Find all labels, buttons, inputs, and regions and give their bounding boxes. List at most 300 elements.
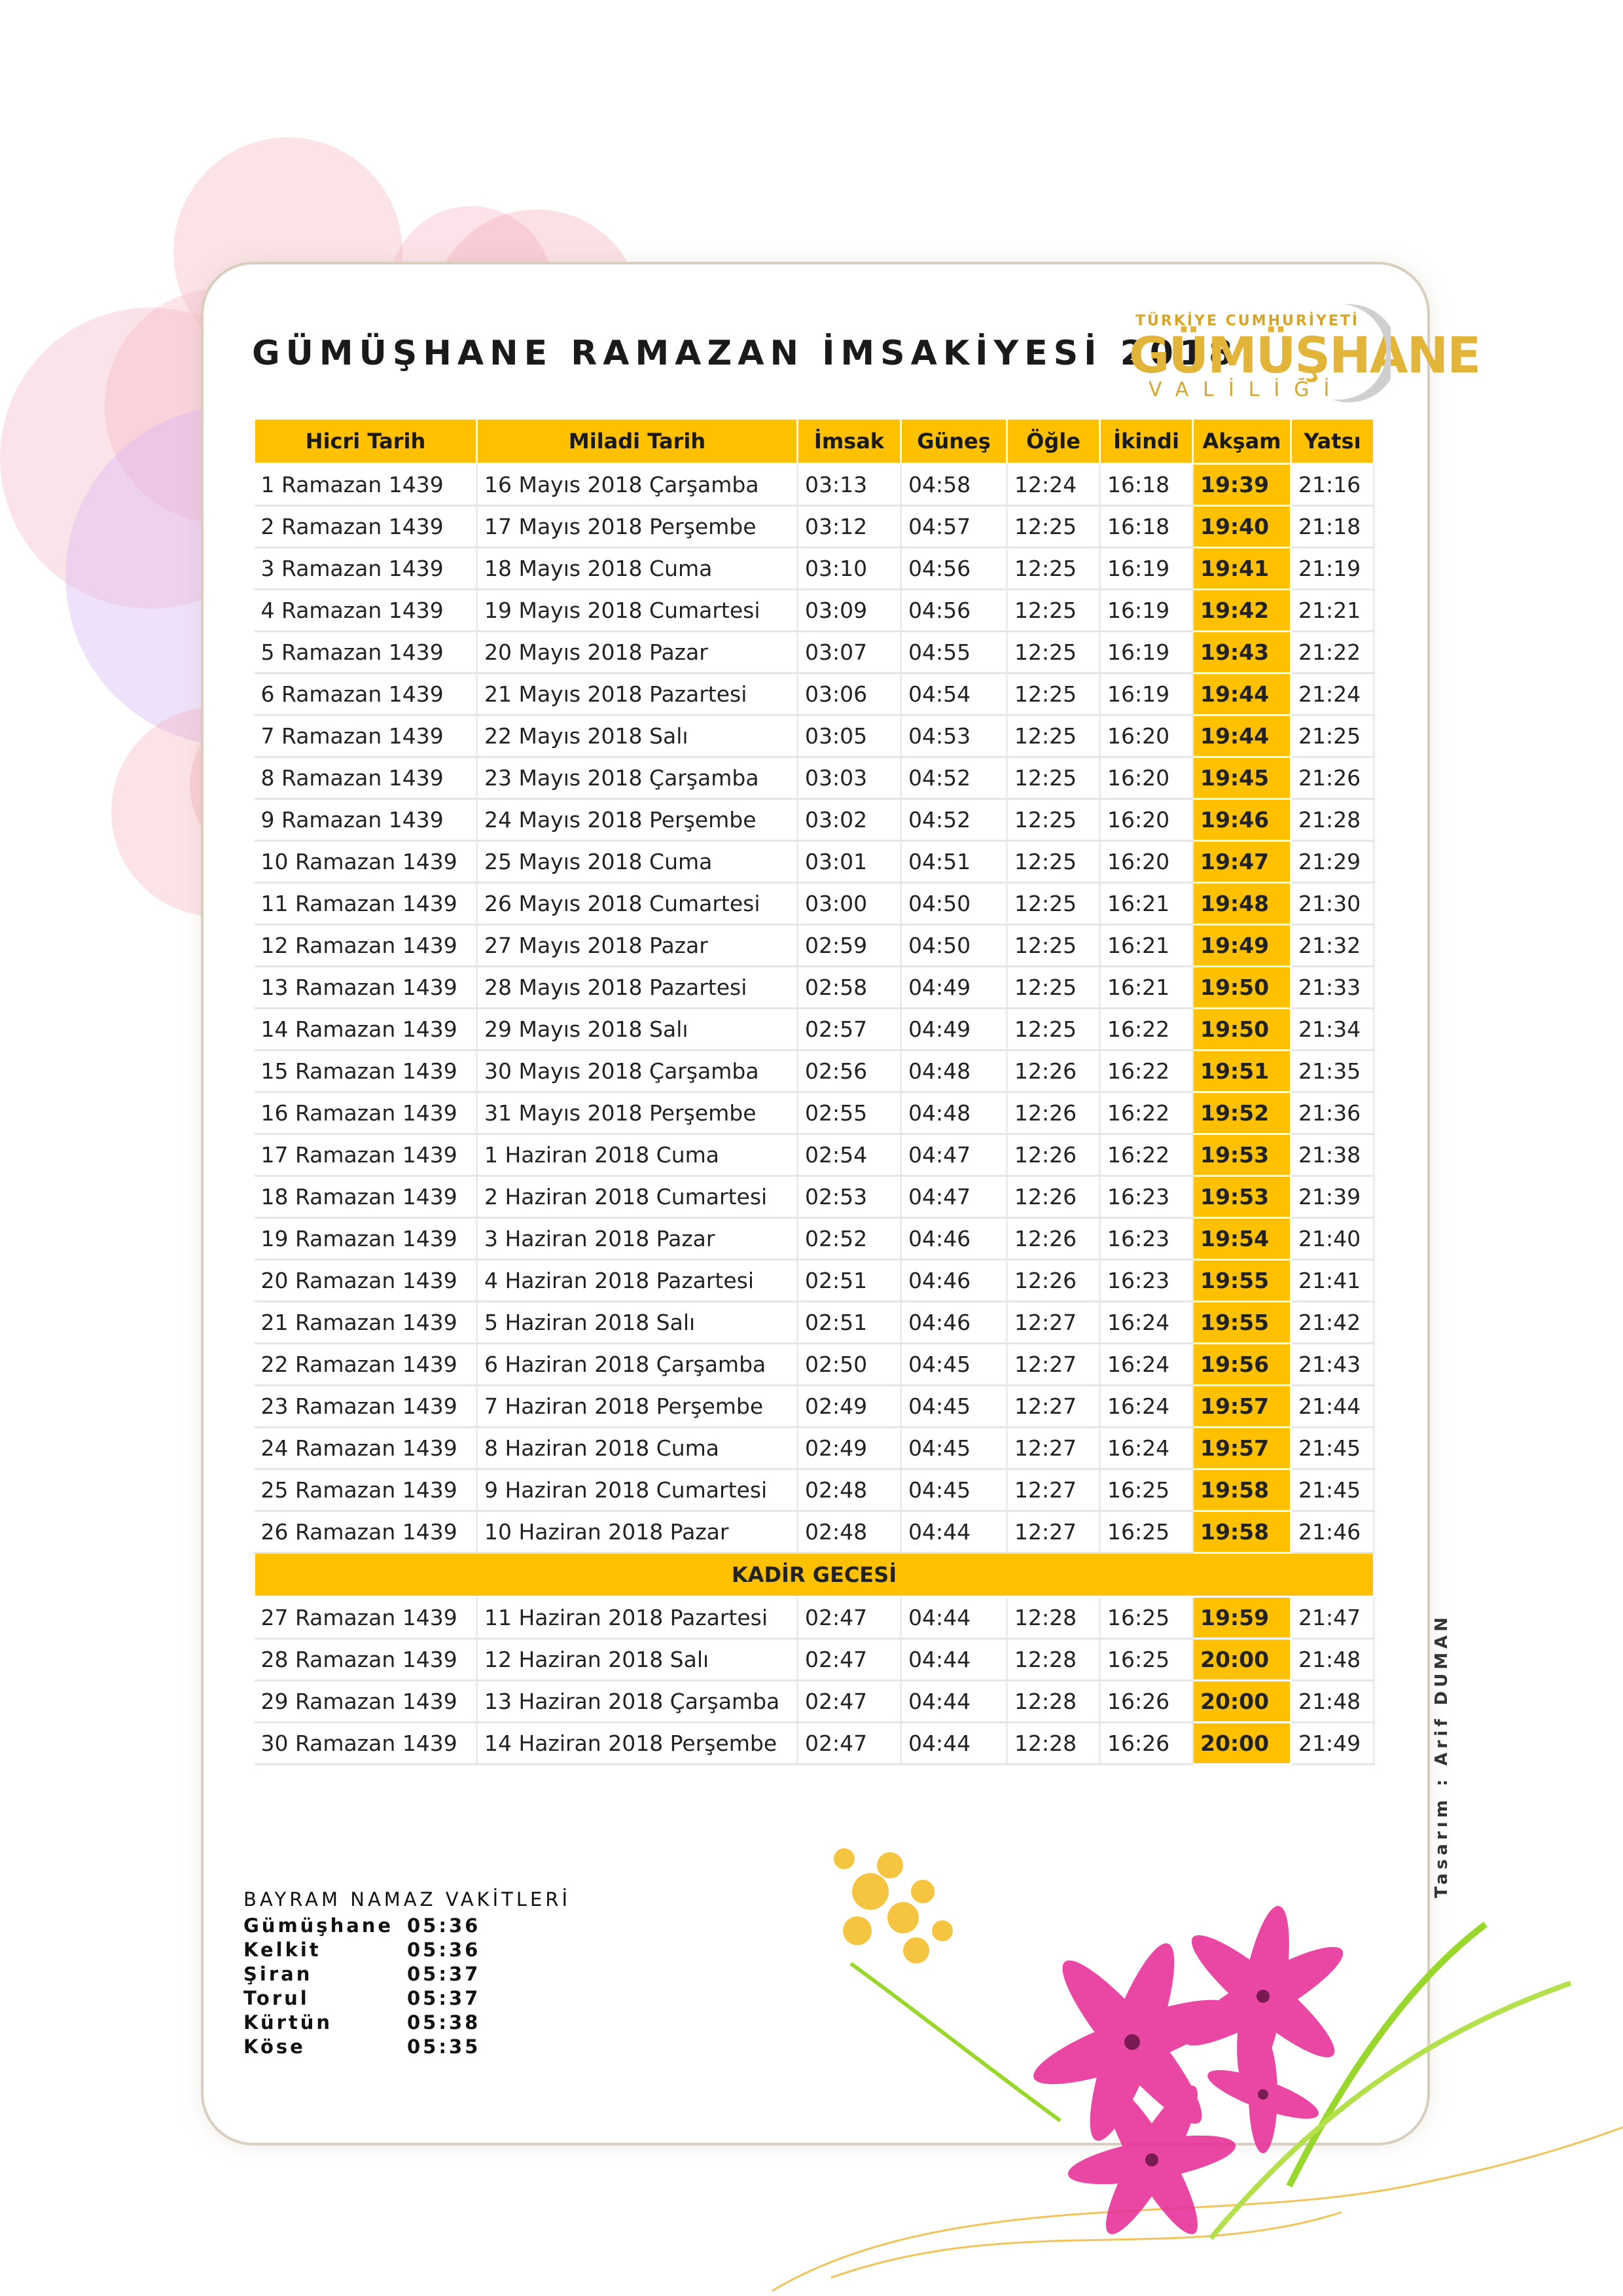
cell-aksam: 19:44 [1193,715,1291,757]
cell-imsak: 03:13 [798,464,901,506]
cell-imsak: 03:02 [798,799,901,841]
cell-ikindi: 16:19 [1100,632,1193,673]
cell-yatsi: 21:42 [1291,1302,1374,1344]
cell-miladi: 25 Mayıs 2018 Cuma [477,841,798,883]
bayram-item [243,2010,571,2034]
cell-hicri: 24 Ramazan 1439 [255,1427,477,1469]
cell-miladi: 1 Haziran 2018 Cuma [477,1134,798,1176]
cell-gunes: 04:55 [901,632,1007,673]
cell-imsak: 02:58 [798,967,901,1009]
cell-imsak: 02:48 [798,1511,901,1553]
cell-imsak: 02:54 [798,1134,901,1176]
cell-aksam: 19:59 [1193,1597,1291,1639]
cell-ogle: 12:25 [1007,632,1100,673]
logo-line-2: GÜMÜŞHANE [1129,326,1480,384]
cell-imsak: 03:06 [798,673,901,715]
cell-ikindi: 16:24 [1100,1344,1193,1386]
cell-gunes: 04:45 [901,1344,1007,1386]
cell-ikindi: 16:25 [1100,1469,1193,1511]
cell-yatsi: 21:40 [1291,1218,1374,1260]
col-gunes: Güneş [901,419,1007,464]
cell-ogle: 12:26 [1007,1218,1100,1260]
cell-imsak: 02:53 [798,1176,901,1218]
cell-hicri: 22 Ramazan 1439 [255,1344,477,1386]
cell-ogle: 12:26 [1007,1176,1100,1218]
cell-imsak: 02:50 [798,1344,901,1386]
cell-aksam: 19:49 [1193,925,1291,967]
cell-yatsi: 21:45 [1291,1427,1374,1469]
cell-hicri: 10 Ramazan 1439 [255,841,477,883]
bayram-namaz-vakitleri [243,1888,571,2058]
cell-yatsi: 21:32 [1291,925,1374,967]
cell-miladi: 20 Mayıs 2018 Pazar [477,632,798,673]
cell-yatsi: 21:47 [1291,1597,1374,1639]
table-row [255,464,1374,506]
cell-miladi: 13 Haziran 2018 Çarşamba [477,1681,798,1723]
cell-imsak: 03:07 [798,632,901,673]
bayram-item [243,1913,571,1937]
table-header-row [255,419,1374,464]
cell-ogle: 12:25 [1007,548,1100,590]
cell-gunes: 04:45 [901,1386,1007,1427]
bayram-time: 05:35 [407,2035,481,2058]
col-miladi: Miladi Tarih [477,419,798,464]
cell-imsak: 03:12 [798,506,901,548]
bayram-time: 05:37 [407,1986,481,2009]
cell-aksam: 19:52 [1193,1092,1291,1134]
cell-miladi: 16 Mayıs 2018 Çarşamba [477,464,798,506]
cell-hicri: 18 Ramazan 1439 [255,1176,477,1218]
table-row [255,506,1374,548]
cell-gunes: 04:44 [901,1639,1007,1681]
col-ogle: Öğle [1007,419,1100,464]
cell-aksam: 19:50 [1193,1009,1291,1050]
table-row [255,1511,1374,1553]
cell-ogle: 12:27 [1007,1511,1100,1553]
cell-yatsi: 21:45 [1291,1469,1374,1511]
table-row [255,799,1374,841]
cell-ikindi: 16:21 [1100,925,1193,967]
col-aksam: Akşam [1193,419,1291,464]
cell-yatsi: 21:49 [1291,1723,1374,1765]
cell-miladi: 27 Mayıs 2018 Pazar [477,925,798,967]
cell-yatsi: 21:21 [1291,590,1374,632]
cell-ikindi: 16:24 [1100,1427,1193,1469]
cell-gunes: 04:46 [901,1218,1007,1260]
cell-hicri: 30 Ramazan 1439 [255,1723,477,1765]
cell-miladi: 24 Mayıs 2018 Perşembe [477,799,798,841]
cell-ikindi: 16:19 [1100,673,1193,715]
cell-hicri: 2 Ramazan 1439 [255,506,477,548]
cell-aksam: 19:58 [1193,1469,1291,1511]
cell-hicri: 15 Ramazan 1439 [255,1050,477,1092]
table-row [255,1386,1374,1427]
table-row [255,841,1374,883]
cell-ikindi: 16:18 [1100,506,1193,548]
cell-ogle: 12:27 [1007,1469,1100,1511]
cell-gunes: 04:45 [901,1469,1007,1511]
cell-yatsi: 21:41 [1291,1260,1374,1302]
cell-hicri: 8 Ramazan 1439 [255,757,477,799]
cell-hicri: 21 Ramazan 1439 [255,1302,477,1344]
table-row [255,1260,1374,1302]
cell-miladi: 17 Mayıs 2018 Perşembe [477,506,798,548]
cell-aksam: 19:51 [1193,1050,1291,1092]
cell-aksam: 19:39 [1193,464,1291,506]
cell-aksam: 19:50 [1193,967,1291,1009]
cell-ogle: 12:27 [1007,1427,1100,1469]
cell-gunes: 04:50 [901,925,1007,967]
table-row [255,1639,1374,1681]
cell-yatsi: 21:33 [1291,967,1374,1009]
table-row [255,883,1374,925]
table-row [255,1302,1374,1344]
cell-imsak: 02:59 [798,925,901,967]
kadir-gecesi-row [255,1553,1374,1597]
cell-ikindi: 16:25 [1100,1597,1193,1639]
table-row [255,1218,1374,1260]
cell-hicri: 17 Ramazan 1439 [255,1134,477,1176]
bayram-place: Torul [243,1986,310,2009]
cell-yatsi: 21:38 [1291,1134,1374,1176]
cell-gunes: 04:57 [901,506,1007,548]
cell-hicri: 1 Ramazan 1439 [255,464,477,506]
cell-ogle: 12:25 [1007,841,1100,883]
cell-ikindi: 16:24 [1100,1302,1193,1344]
cell-ikindi: 16:22 [1100,1134,1193,1176]
cell-yatsi: 21:44 [1291,1386,1374,1427]
cell-imsak: 02:49 [798,1386,901,1427]
table-row [255,590,1374,632]
cell-miladi: 9 Haziran 2018 Cumartesi [477,1469,798,1511]
table-row [255,1723,1374,1765]
cell-ikindi: 16:25 [1100,1511,1193,1553]
cell-yatsi: 21:28 [1291,799,1374,841]
cell-aksam: 19:58 [1193,1511,1291,1553]
cell-hicri: 23 Ramazan 1439 [255,1386,477,1427]
table-row [255,1134,1374,1176]
cell-ogle: 12:28 [1007,1639,1100,1681]
cell-ikindi: 16:24 [1100,1386,1193,1427]
cell-ikindi: 16:20 [1100,841,1193,883]
cell-ikindi: 16:23 [1100,1218,1193,1260]
cell-gunes: 04:49 [901,967,1007,1009]
cell-ogle: 12:25 [1007,757,1100,799]
cell-hicri: 5 Ramazan 1439 [255,632,477,673]
cell-gunes: 04:44 [901,1681,1007,1723]
logo-line-1: TÜRKİYE CUMHURİYETİ [1135,313,1360,329]
cell-gunes: 04:56 [901,548,1007,590]
cell-yatsi: 21:19 [1291,548,1374,590]
cell-imsak: 03:01 [798,841,901,883]
cell-hicri: 6 Ramazan 1439 [255,673,477,715]
cell-imsak: 02:47 [798,1681,901,1723]
cell-aksam: 19:44 [1193,673,1291,715]
cell-yatsi: 21:36 [1291,1092,1374,1134]
table-row [255,925,1374,967]
cell-aksam: 20:00 [1193,1681,1291,1723]
cell-gunes: 04:49 [901,1009,1007,1050]
cell-aksam: 19:43 [1193,632,1291,673]
cell-aksam: 19:57 [1193,1427,1291,1469]
cell-gunes: 04:50 [901,883,1007,925]
cell-gunes: 04:46 [901,1260,1007,1302]
cell-yatsi: 21:39 [1291,1176,1374,1218]
logo-line-3: VALİLİĞİ [1149,378,1344,401]
cell-ikindi: 16:22 [1100,1009,1193,1050]
cell-imsak: 02:57 [798,1009,901,1050]
cell-ikindi: 16:19 [1100,590,1193,632]
cell-gunes: 04:52 [901,799,1007,841]
cell-ogle: 12:25 [1007,506,1100,548]
table-row [255,715,1374,757]
cell-miladi: 22 Mayıs 2018 Salı [477,715,798,757]
table-row [255,1344,1374,1386]
cell-imsak: 02:47 [798,1597,901,1639]
bayram-place: Gümüşhane [243,1914,394,1937]
cell-ogle: 12:27 [1007,1386,1100,1427]
cell-imsak: 02:52 [798,1218,901,1260]
cell-ogle: 12:25 [1007,590,1100,632]
page-title: GÜMÜŞHANE RAMAZAN İMSAKİYESİ 2018 [252,334,1239,373]
cell-yatsi: 21:18 [1291,506,1374,548]
cell-ogle: 12:26 [1007,1050,1100,1092]
crescent-icon [1319,301,1391,406]
cell-hicri: 29 Ramazan 1439 [255,1681,477,1723]
cell-ikindi: 16:23 [1100,1260,1193,1302]
cell-miladi: 8 Haziran 2018 Cuma [477,1427,798,1469]
cell-imsak: 03:05 [798,715,901,757]
cell-gunes: 04:44 [901,1597,1007,1639]
cell-ikindi: 16:23 [1100,1176,1193,1218]
bayram-place: Köse [243,2035,306,2058]
table-row [255,757,1374,799]
valilik-logo [1129,301,1480,406]
cell-ogle: 12:25 [1007,883,1100,925]
cell-ogle: 12:25 [1007,925,1100,967]
kadir-gecesi-label: KADİR GECESİ [255,1553,1374,1597]
cell-aksam: 19:54 [1193,1218,1291,1260]
cell-yatsi: 21:22 [1291,632,1374,673]
cell-aksam: 19:45 [1193,757,1291,799]
cell-imsak: 02:51 [798,1302,901,1344]
cell-yatsi: 21:25 [1291,715,1374,757]
cell-hicri: 3 Ramazan 1439 [255,548,477,590]
cell-hicri: 12 Ramazan 1439 [255,925,477,967]
cell-hicri: 27 Ramazan 1439 [255,1597,477,1639]
bayram-time: 05:37 [407,1962,481,1985]
cell-imsak: 03:09 [798,590,901,632]
table-row [255,1050,1374,1092]
col-ikindi: İkindi [1100,419,1193,464]
cell-ogle: 12:26 [1007,1092,1100,1134]
cell-aksam: 19:55 [1193,1302,1291,1344]
cell-ogle: 12:25 [1007,799,1100,841]
table-row [255,1469,1374,1511]
cell-miladi: 11 Haziran 2018 Pazartesi [477,1597,798,1639]
cell-yatsi: 21:24 [1291,673,1374,715]
cell-hicri: 14 Ramazan 1439 [255,1009,477,1050]
cell-imsak: 03:03 [798,757,901,799]
cell-gunes: 04:44 [901,1511,1007,1553]
cell-gunes: 04:53 [901,715,1007,757]
cell-ogle: 12:24 [1007,464,1100,506]
cell-miladi: 28 Mayıs 2018 Pazartesi [477,967,798,1009]
cell-miladi: 10 Haziran 2018 Pazar [477,1511,798,1553]
cell-miladi: 4 Haziran 2018 Pazartesi [477,1260,798,1302]
cell-imsak: 02:51 [798,1260,901,1302]
cell-aksam: 19:46 [1193,799,1291,841]
cell-hicri: 20 Ramazan 1439 [255,1260,477,1302]
cell-ogle: 12:28 [1007,1597,1100,1639]
cell-ikindi: 16:20 [1100,799,1193,841]
cell-yatsi: 21:48 [1291,1681,1374,1723]
cell-imsak: 03:00 [798,883,901,925]
cell-aksam: 19:57 [1193,1386,1291,1427]
cell-yatsi: 21:34 [1291,1009,1374,1050]
table-row [255,548,1374,590]
cell-miladi: 12 Haziran 2018 Salı [477,1639,798,1681]
cell-aksam: 20:00 [1193,1639,1291,1681]
cell-aksam: 19:47 [1193,841,1291,883]
bayram-place: Kelkit [243,1938,321,1961]
cell-yatsi: 21:48 [1291,1639,1374,1681]
bayram-time: 05:36 [407,1914,481,1937]
cell-aksam: 19:48 [1193,883,1291,925]
table-row [255,1597,1374,1639]
cell-miladi: 7 Haziran 2018 Perşembe [477,1386,798,1427]
cell-yatsi: 21:43 [1291,1344,1374,1386]
cell-aksam: 19:40 [1193,506,1291,548]
cell-imsak: 02:47 [798,1639,901,1681]
cell-gunes: 04:56 [901,590,1007,632]
cell-ogle: 12:25 [1007,967,1100,1009]
bayram-time: 05:36 [407,1938,481,1961]
table-row [255,1092,1374,1134]
cell-imsak: 03:10 [798,548,901,590]
bayram-item [243,2034,571,2058]
cell-yatsi: 21:16 [1291,464,1374,506]
cell-hicri: 4 Ramazan 1439 [255,590,477,632]
cell-gunes: 04:46 [901,1302,1007,1344]
cell-miladi: 6 Haziran 2018 Çarşamba [477,1344,798,1386]
cell-hicri: 11 Ramazan 1439 [255,883,477,925]
cell-ikindi: 16:22 [1100,1092,1193,1134]
cell-gunes: 04:47 [901,1134,1007,1176]
cell-ogle: 12:27 [1007,1302,1100,1344]
cell-ikindi: 16:26 [1100,1681,1193,1723]
cell-yatsi: 21:30 [1291,883,1374,925]
cell-miladi: 19 Mayıs 2018 Cumartesi [477,590,798,632]
cell-ikindi: 16:25 [1100,1639,1193,1681]
cell-gunes: 04:48 [901,1050,1007,1092]
table-row [255,1681,1374,1723]
cell-hicri: 19 Ramazan 1439 [255,1218,477,1260]
cell-miladi: 30 Mayıs 2018 Çarşamba [477,1050,798,1092]
cell-ogle: 12:28 [1007,1681,1100,1723]
bayram-item [243,1962,571,1986]
cell-ogle: 12:28 [1007,1723,1100,1765]
cell-gunes: 04:48 [901,1092,1007,1134]
cell-miladi: 26 Mayıs 2018 Cumartesi [477,883,798,925]
cell-ikindi: 16:22 [1100,1050,1193,1092]
table-row [255,1427,1374,1469]
bayram-time: 05:38 [407,2011,481,2034]
cell-miladi: 23 Mayıs 2018 Çarşamba [477,757,798,799]
bayram-item [243,1937,571,1962]
col-hicri: Hicri Tarih [255,419,477,464]
designer-credit: Tasarım : Arif DUMAN [1432,1613,1452,1898]
cell-ikindi: 16:18 [1100,464,1193,506]
bayram-place: Şiran [243,1962,313,1985]
cell-ikindi: 16:21 [1100,883,1193,925]
cell-aksam: 19:53 [1193,1176,1291,1218]
cell-miladi: 31 Mayıs 2018 Perşembe [477,1092,798,1134]
cell-yatsi: 21:46 [1291,1511,1374,1553]
cell-gunes: 04:54 [901,673,1007,715]
cell-hicri: 25 Ramazan 1439 [255,1469,477,1511]
cell-gunes: 04:45 [901,1427,1007,1469]
cell-hicri: 7 Ramazan 1439 [255,715,477,757]
cell-miladi: 2 Haziran 2018 Cumartesi [477,1176,798,1218]
cell-miladi: 14 Haziran 2018 Perşembe [477,1723,798,1765]
cell-aksam: 19:55 [1193,1260,1291,1302]
cell-imsak: 02:48 [798,1469,901,1511]
cell-miladi: 3 Haziran 2018 Pazar [477,1218,798,1260]
imsakiye-table [253,418,1375,1765]
cell-aksam: 20:00 [1193,1723,1291,1765]
cell-gunes: 04:58 [901,464,1007,506]
cell-aksam: 19:42 [1193,590,1291,632]
cell-ikindi: 16:20 [1100,757,1193,799]
cell-hicri: 13 Ramazan 1439 [255,967,477,1009]
cell-miladi: 21 Mayıs 2018 Pazartesi [477,673,798,715]
cell-yatsi: 21:26 [1291,757,1374,799]
cell-ogle: 12:26 [1007,1134,1100,1176]
cell-hicri: 28 Ramazan 1439 [255,1639,477,1681]
cell-aksam: 19:53 [1193,1134,1291,1176]
cell-hicri: 9 Ramazan 1439 [255,799,477,841]
table-row [255,673,1374,715]
cell-hicri: 26 Ramazan 1439 [255,1511,477,1553]
cell-ogle: 12:25 [1007,673,1100,715]
cell-ikindi: 16:19 [1100,548,1193,590]
cell-ikindi: 16:20 [1100,715,1193,757]
cell-yatsi: 21:29 [1291,841,1374,883]
cell-gunes: 04:51 [901,841,1007,883]
cell-aksam: 19:41 [1193,548,1291,590]
cell-aksam: 19:56 [1193,1344,1291,1386]
cell-hicri: 16 Ramazan 1439 [255,1092,477,1134]
cell-miladi: 18 Mayıs 2018 Cuma [477,548,798,590]
col-yatsi: Yatsı [1291,419,1374,464]
table-row [255,967,1374,1009]
cell-gunes: 04:47 [901,1176,1007,1218]
cell-imsak: 02:49 [798,1427,901,1469]
table-row [255,1176,1374,1218]
bayram-item [243,1986,571,2010]
cell-imsak: 02:47 [798,1723,901,1765]
col-imsak: İmsak [798,419,901,464]
bayram-place: Kürtün [243,2011,333,2034]
cell-ikindi: 16:21 [1100,967,1193,1009]
cell-miladi: 29 Mayıs 2018 Salı [477,1009,798,1050]
cell-ogle: 12:25 [1007,1009,1100,1050]
cell-ogle: 12:26 [1007,1260,1100,1302]
cell-miladi: 5 Haziran 2018 Salı [477,1302,798,1344]
cell-gunes: 04:44 [901,1723,1007,1765]
cell-ikindi: 16:26 [1100,1723,1193,1765]
